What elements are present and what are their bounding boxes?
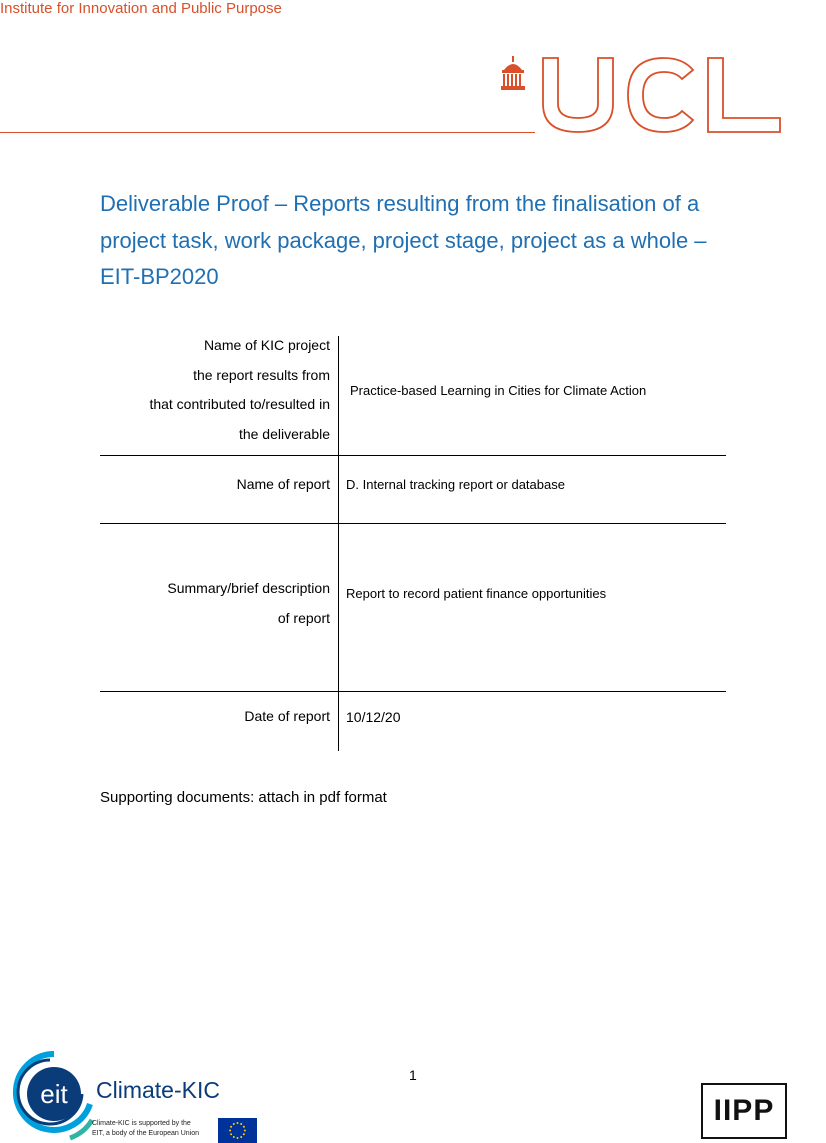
- label-date: [100, 702, 330, 732]
- iipp-logo: IIPP: [701, 1083, 787, 1139]
- row-divider: [100, 455, 726, 456]
- value-report-name: D. Internal tracking report or database: [346, 477, 565, 492]
- value-summary: Report to record patient finance opportunities: [346, 586, 607, 601]
- institute-name: Institute for Innovation and Public Purpose: [0, 0, 282, 17]
- label-line: Summary/brief description: [167, 580, 330, 596]
- label-line: the deliverable: [238, 425, 330, 442]
- column-divider: [338, 336, 339, 751]
- label-line: that contributed to/resulted in: [149, 396, 330, 412]
- value-kic-project: Practice-based Learning in Cities for Climate Action: [350, 383, 647, 398]
- ucl-letter-c: [628, 58, 693, 132]
- eu-flag-icon: [218, 1118, 257, 1143]
- page-number: 1: [409, 1067, 417, 1083]
- label-report-name: [100, 470, 330, 500]
- eit-logo-text: eit: [40, 1079, 68, 1109]
- caption-line: Climate-KIC is supported by the: [92, 1120, 191, 1127]
- label-line: of report: [277, 609, 330, 626]
- value-date: 10/12/20: [346, 709, 401, 725]
- eit-support-caption: [92, 1119, 199, 1138]
- caption-line: EIT, a body of the European Union: [92, 1129, 200, 1137]
- label-line: Date of report: [244, 708, 330, 724]
- label-line: Name of report: [236, 476, 330, 492]
- label-summary: [100, 574, 330, 633]
- page-title: Deliverable Proof – Reports resulting from the finalisation of a project task, work package, project stage, project as a whole – EIT-BP2020: [100, 191, 707, 289]
- climate-kic-text: Climate-KIC: [96, 1077, 220, 1103]
- ucl-letter-l: [708, 58, 780, 132]
- supporting-documents-note: Supporting documents: attach in pdf format: [100, 789, 387, 806]
- ucl-logo: [498, 56, 788, 136]
- row-divider: [100, 691, 726, 692]
- header-rule: [0, 132, 535, 133]
- label-kic-project: [100, 331, 330, 449]
- row-divider: [100, 523, 726, 524]
- ucl-portico-icon: [501, 56, 525, 90]
- label-line: the report results from: [193, 366, 330, 383]
- ucl-letter-u: [543, 58, 613, 132]
- label-line: Name of KIC project: [203, 337, 330, 353]
